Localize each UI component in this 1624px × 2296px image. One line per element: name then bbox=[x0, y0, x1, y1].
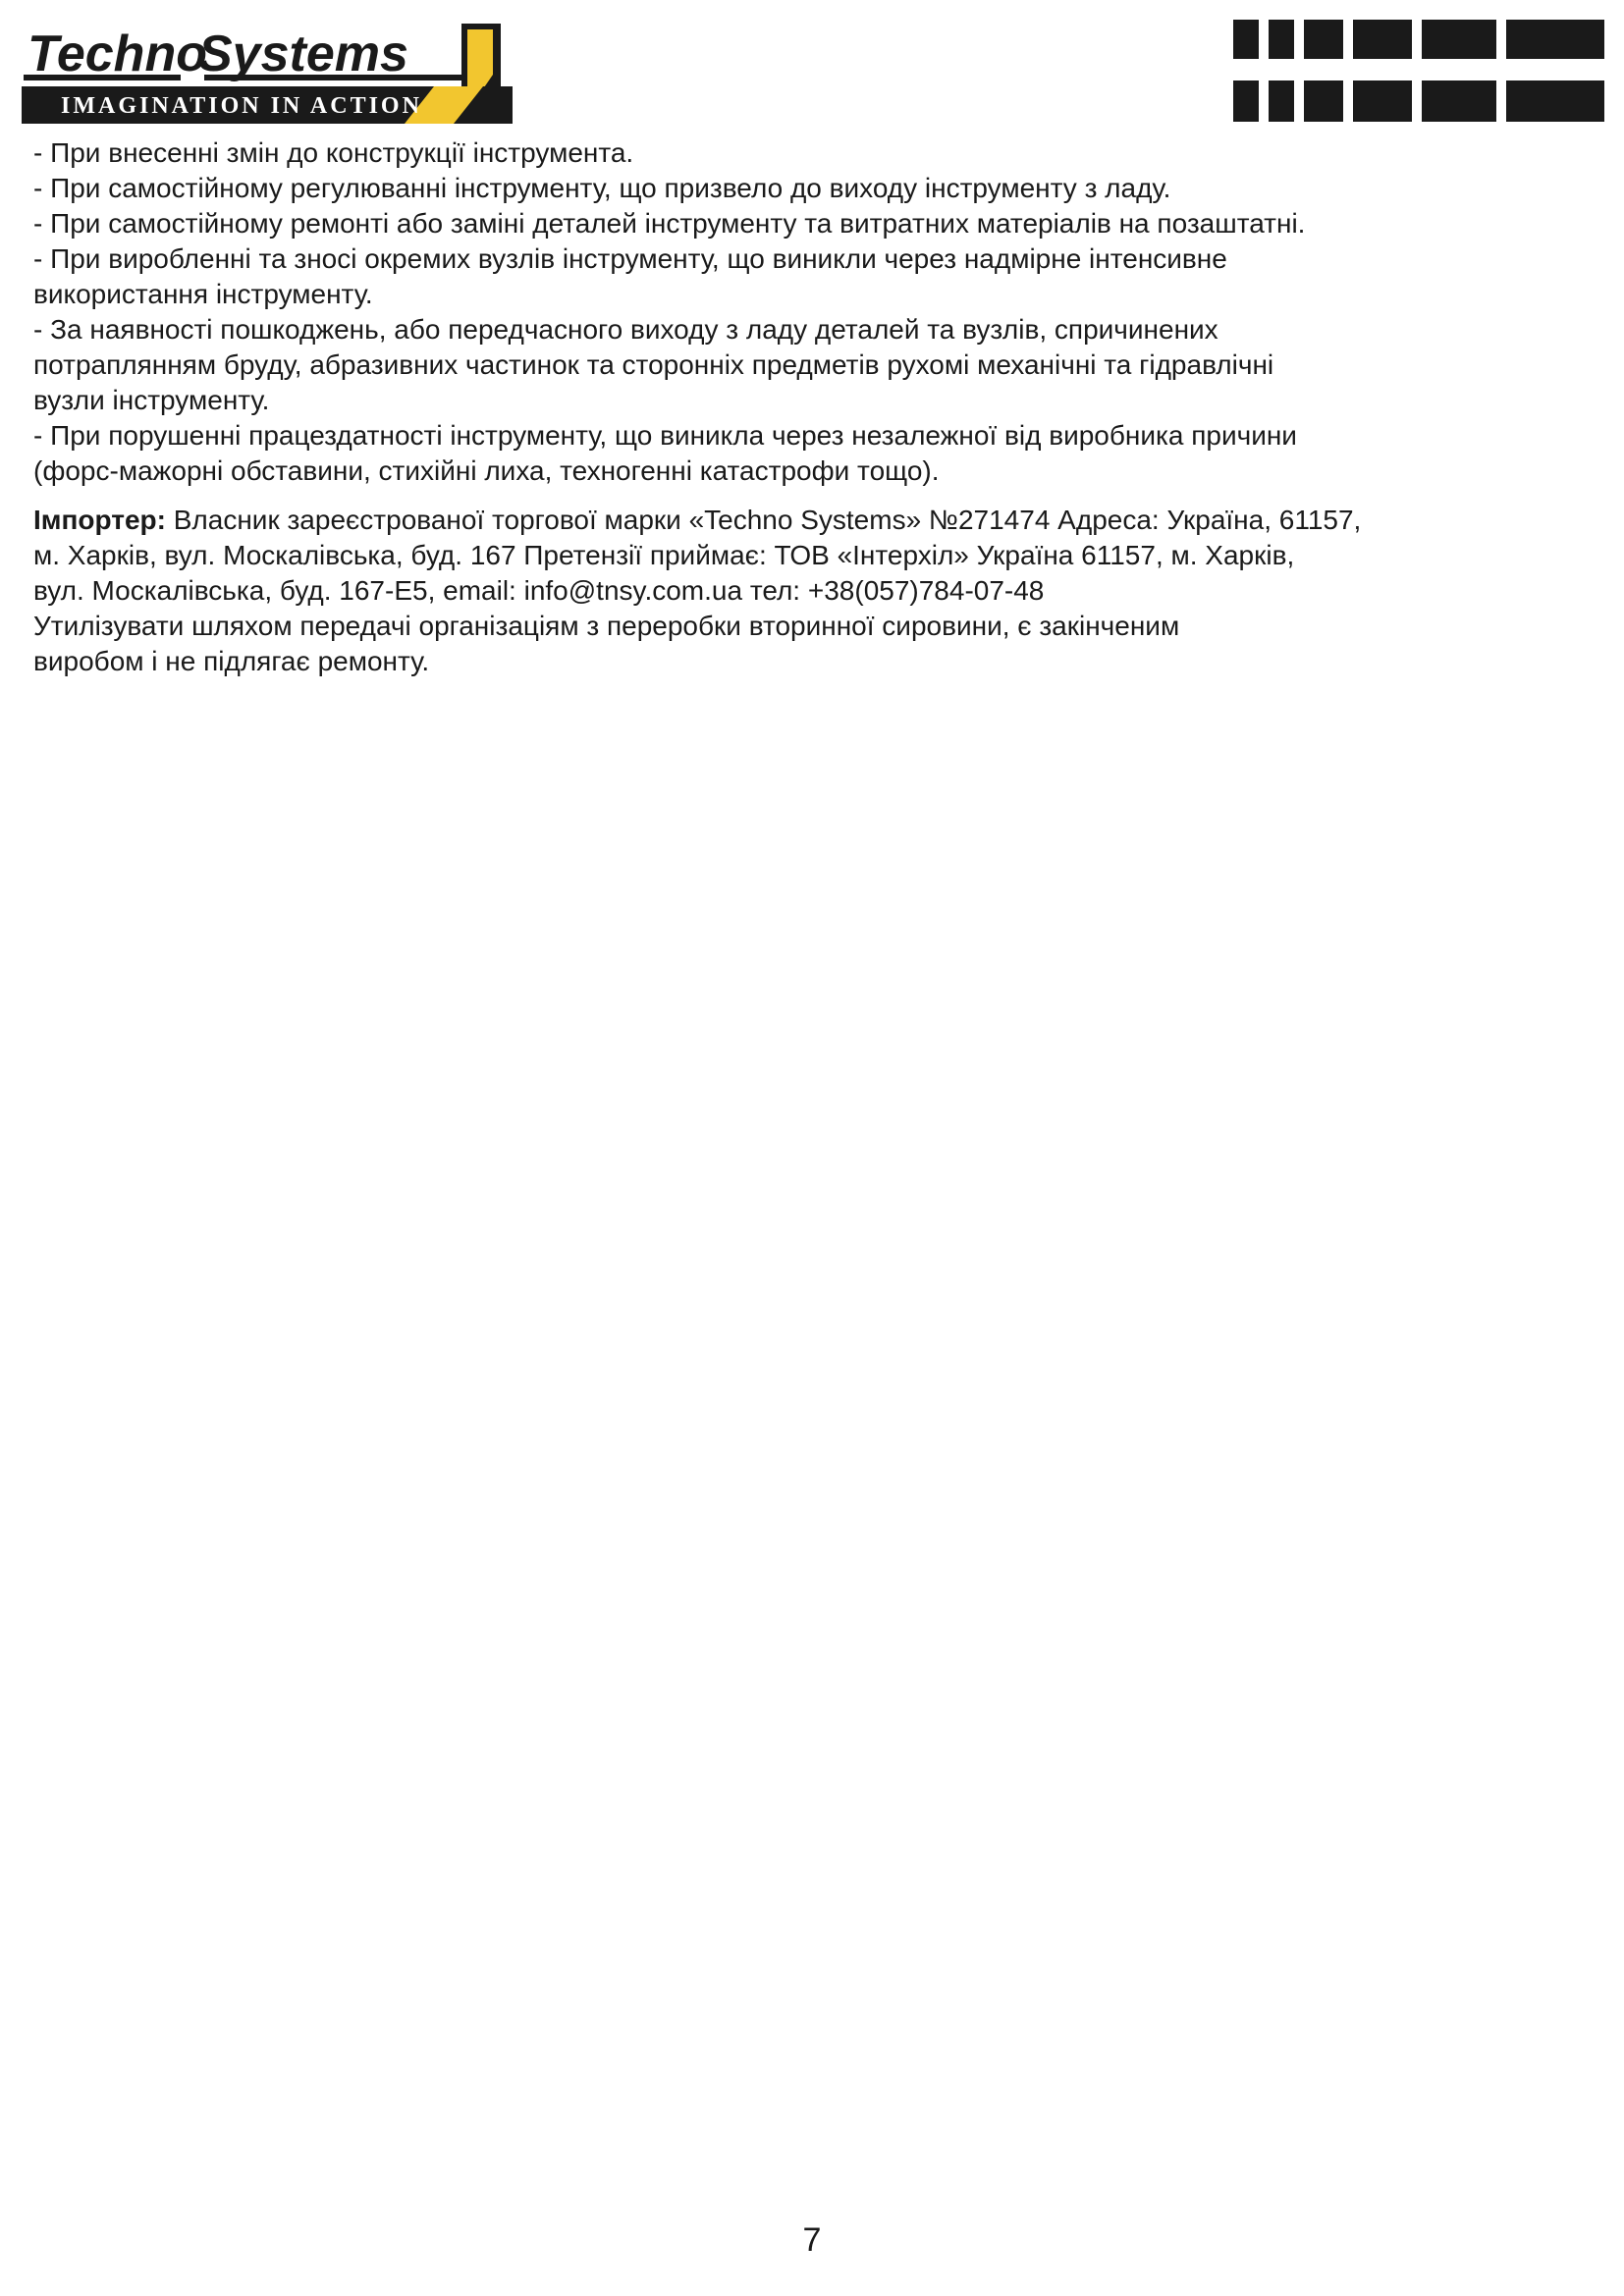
importer-info bbox=[33, 503, 1604, 679]
exclusion-line: використання інструменту. bbox=[33, 279, 373, 309]
techno-systems-logo bbox=[22, 18, 513, 126]
importer-owner-text: Власник зареєстрованої торгової марки «Techno Systems» №271474 Адреса: Україна, 61157, bbox=[165, 505, 1362, 535]
disposal-note-line-1: Утилізувати шляхом передачі організаціям з переробки вторинної сировини, є закінченим bbox=[33, 611, 1180, 641]
importer-line-2: м. Харків, вул. Москалівська, буд. 167 Претензії приймає: ТОВ «Інтерхіл» Україна 61157, м. Харків, bbox=[33, 540, 1295, 570]
warranty-exclusions-list bbox=[33, 135, 1604, 489]
exclusion-line: потраплянням бруду, абразивних частинок та сторонніх предметів рухомі механічні та гідравлічні bbox=[33, 349, 1274, 380]
exclusion-line: - При виробленні та зносі окремих вузлів інструменту, що виникли через надмірне інтенсивне bbox=[33, 243, 1227, 274]
logo-word-systems: Systems bbox=[198, 26, 408, 82]
importer-contact-line: вул. Москалівська, буд. 167-Е5, email: info@tnsy.com.ua тел: +38(057)784-07-48 bbox=[33, 575, 1045, 606]
importer-label: Імпортер: bbox=[33, 505, 166, 535]
exclusion-line: - При порушенні працездатності інструменту, що виникла через незалежної від виробника причини bbox=[33, 420, 1297, 451]
exclusion-line: - При самостійному регулюванні інструменту, що призвело до виходу інструменту з ладу. bbox=[33, 173, 1171, 203]
exclusion-line: (форс-мажорні обставини, стихійні лиха, техногенні катастрофи тощо). bbox=[33, 455, 940, 486]
page-number: 7 bbox=[802, 2221, 822, 2259]
exclusion-line: - При самостійному ремонті або заміні деталей інструменту та витратних матеріалів на позаштатні. bbox=[33, 208, 1306, 239]
importer-line-1 bbox=[33, 503, 1604, 538]
exclusion-line: вузли інструменту. bbox=[33, 385, 270, 415]
logo-word-techno: Techno bbox=[27, 26, 207, 82]
corner-block-pattern bbox=[1233, 18, 1604, 126]
disposal-note-line-2: виробом і не підлягає ремонту. bbox=[33, 646, 430, 676]
document-body bbox=[33, 135, 1604, 679]
exclusion-line: - При внесенні змін до конструкції інструмента. bbox=[33, 137, 634, 168]
exclusion-line: - За наявності пошкоджень, або передчасного виходу з ладу деталей та вузлів, спричинених bbox=[33, 314, 1218, 345]
logo-tagline: IMAGINATION IN ACTION bbox=[61, 93, 422, 119]
